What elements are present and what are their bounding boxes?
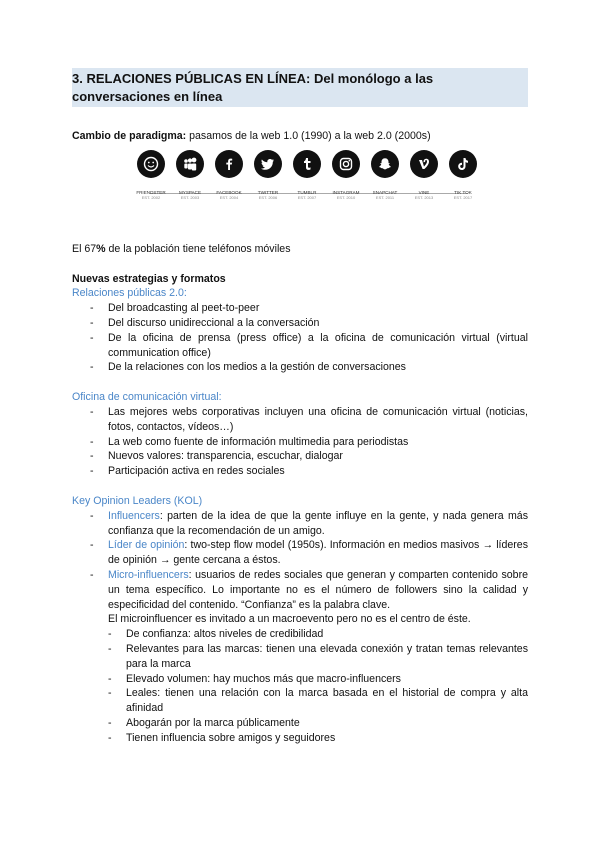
ocv-list: [72, 405, 528, 479]
timeline-name: INSTAGRAM: [332, 189, 360, 195]
timeline-name: TIK TOK: [454, 189, 472, 195]
list-item-lider: [72, 538, 528, 568]
kol-heading: Key Opinion Leaders (KOL): [72, 494, 203, 507]
timeline-item-twitter: [253, 150, 283, 201]
timeline-est: EST. 2007: [297, 195, 317, 201]
document-page: [72, 68, 528, 746]
micro-note: El microinfluencer es invitado a un macroevento pero no es el centro de éste.: [108, 613, 471, 626]
snapchat-icon: [377, 156, 393, 172]
list-item: - De la oficina de prensa (press office) a la oficina de comunicación virtual (virtual communication office): [72, 331, 528, 361]
list-item: - De la relaciones con los medios a la gestión de conversaciones: [72, 360, 528, 375]
timeline-est: EST. 2004: [219, 195, 239, 201]
social-timeline: [136, 150, 496, 216]
timeline-est: EST. 2017: [453, 195, 473, 201]
term-micro: Micro-influencers: [108, 568, 189, 581]
timeline-item-facebook: [214, 150, 244, 201]
strategies-heading: Nuevas estrategias y formatos: [72, 272, 226, 285]
list-item: - Nuevos valores: transparencia, escuchar, dialogar: [72, 449, 528, 464]
micro-traits-list: [90, 627, 528, 745]
timeline-item-vine: [409, 150, 439, 201]
timeline-item-myspace: [175, 150, 205, 201]
paradigm-text: pasamos de la web 1.0 (1990) a la web 2.0 (2000s): [186, 130, 431, 142]
definition-micro: : usuarios de redes sociales que generan y comparten contenido sobre un tema específico. Lo importante no es el número de followers sino la calidad y especificidad del contenido. “Confianza” es la palabra clave.: [108, 568, 528, 611]
term-influencers: Influencers: [108, 509, 160, 522]
stat-percent: %: [96, 242, 106, 255]
timeline-name: TWITTER: [257, 189, 279, 195]
stat-post: de la población tiene teléfonos móviles: [105, 242, 291, 255]
list-item: - Abogarán por la marca públicamente: [90, 716, 528, 731]
timeline-est: EST. 2011: [375, 195, 395, 201]
list-item: - Del discurso unidireccional a la conversación: [72, 316, 528, 331]
list-item: - Elevado volumen: hay muchos más que macro-influencers: [90, 672, 528, 687]
list-item: - La web como fuente de información multimedia para periodistas: [72, 435, 528, 450]
timeline-item-tiktok: [448, 150, 478, 201]
timeline-name: FACEBOOK: [216, 189, 242, 195]
list-item: - Las mejores webs corporativas incluyen una oficina de comunicación virtual (noticias, fotos, contactos, vídeos…): [72, 405, 528, 435]
list-item: - Participación activa en redes sociales: [72, 464, 528, 479]
paradigm-line: [72, 129, 528, 144]
timeline-item-friendster: [136, 150, 166, 201]
list-item: - Relevantes para las marcas: tienen una elevada conexión y tratan temas relevantes para la marca: [90, 642, 528, 672]
definition-influencers: : parten de la idea de que la gente influye en la gente, y nada genera más confianza que la recomendación de un amigo.: [108, 509, 528, 537]
stat-pre: El 67: [72, 242, 97, 255]
timeline-item-tumblr: [292, 150, 322, 201]
list-item: - Del broadcasting al peet-to-peer: [72, 301, 528, 316]
timeline-est: EST. 2003: [180, 195, 200, 201]
timeline-est: EST. 2013: [414, 195, 434, 201]
timeline-name: FRIENDSTER: [136, 189, 166, 195]
tiktok-icon: [455, 156, 471, 172]
list-item-micro: [72, 568, 528, 612]
timeline-item-snapchat: [370, 150, 400, 201]
facebook-icon: [221, 156, 237, 172]
timeline-est: EST. 2002: [141, 195, 161, 201]
people-icon: [182, 156, 198, 172]
timeline-est: EST. 2006: [258, 195, 278, 201]
timeline-name: MYSPACE: [178, 189, 202, 195]
timeline-name: TUMBLR: [297, 189, 317, 195]
twitter-icon: [260, 156, 276, 172]
timeline-est: EST. 2010: [336, 195, 356, 201]
instagram-icon: [338, 156, 354, 172]
list-item: - Tienen influencia sobre amigos y seguidores: [90, 731, 528, 746]
section-title: 3. RELACIONES PÚBLICAS EN LÍNEA: Del monólogo a las conversaciones en línea: [72, 68, 528, 107]
list-item: - Leales: tienen una relación con la marca basada en el historial de compra y alta afinidad: [90, 686, 528, 716]
ocv-heading: Oficina de comunicación virtual:: [72, 391, 222, 404]
smiley-icon: [143, 156, 159, 172]
kol-list: [72, 509, 528, 613]
stat-line: [72, 242, 528, 257]
definition-lider: : two-step flow model (1950s). Información en medios masivos → líderes de opinión → gente cercana a éstos.: [108, 539, 528, 567]
rp-heading: Relaciones públicas 2.0:: [72, 287, 187, 300]
tumblr-icon: [299, 156, 315, 172]
term-lider: Líder de opinión: [108, 539, 185, 552]
rp-list: [72, 301, 528, 375]
list-item-influencers: [72, 509, 528, 539]
timeline-item-instagram: [331, 150, 361, 201]
vine-icon: [416, 156, 432, 172]
timeline-name: SNAPCHAT: [372, 189, 398, 195]
timeline-name: VINE: [418, 189, 430, 195]
paradigm-label: Cambio de paradigma:: [72, 130, 187, 142]
list-item: - De confianza: altos niveles de credibilidad: [90, 627, 528, 642]
